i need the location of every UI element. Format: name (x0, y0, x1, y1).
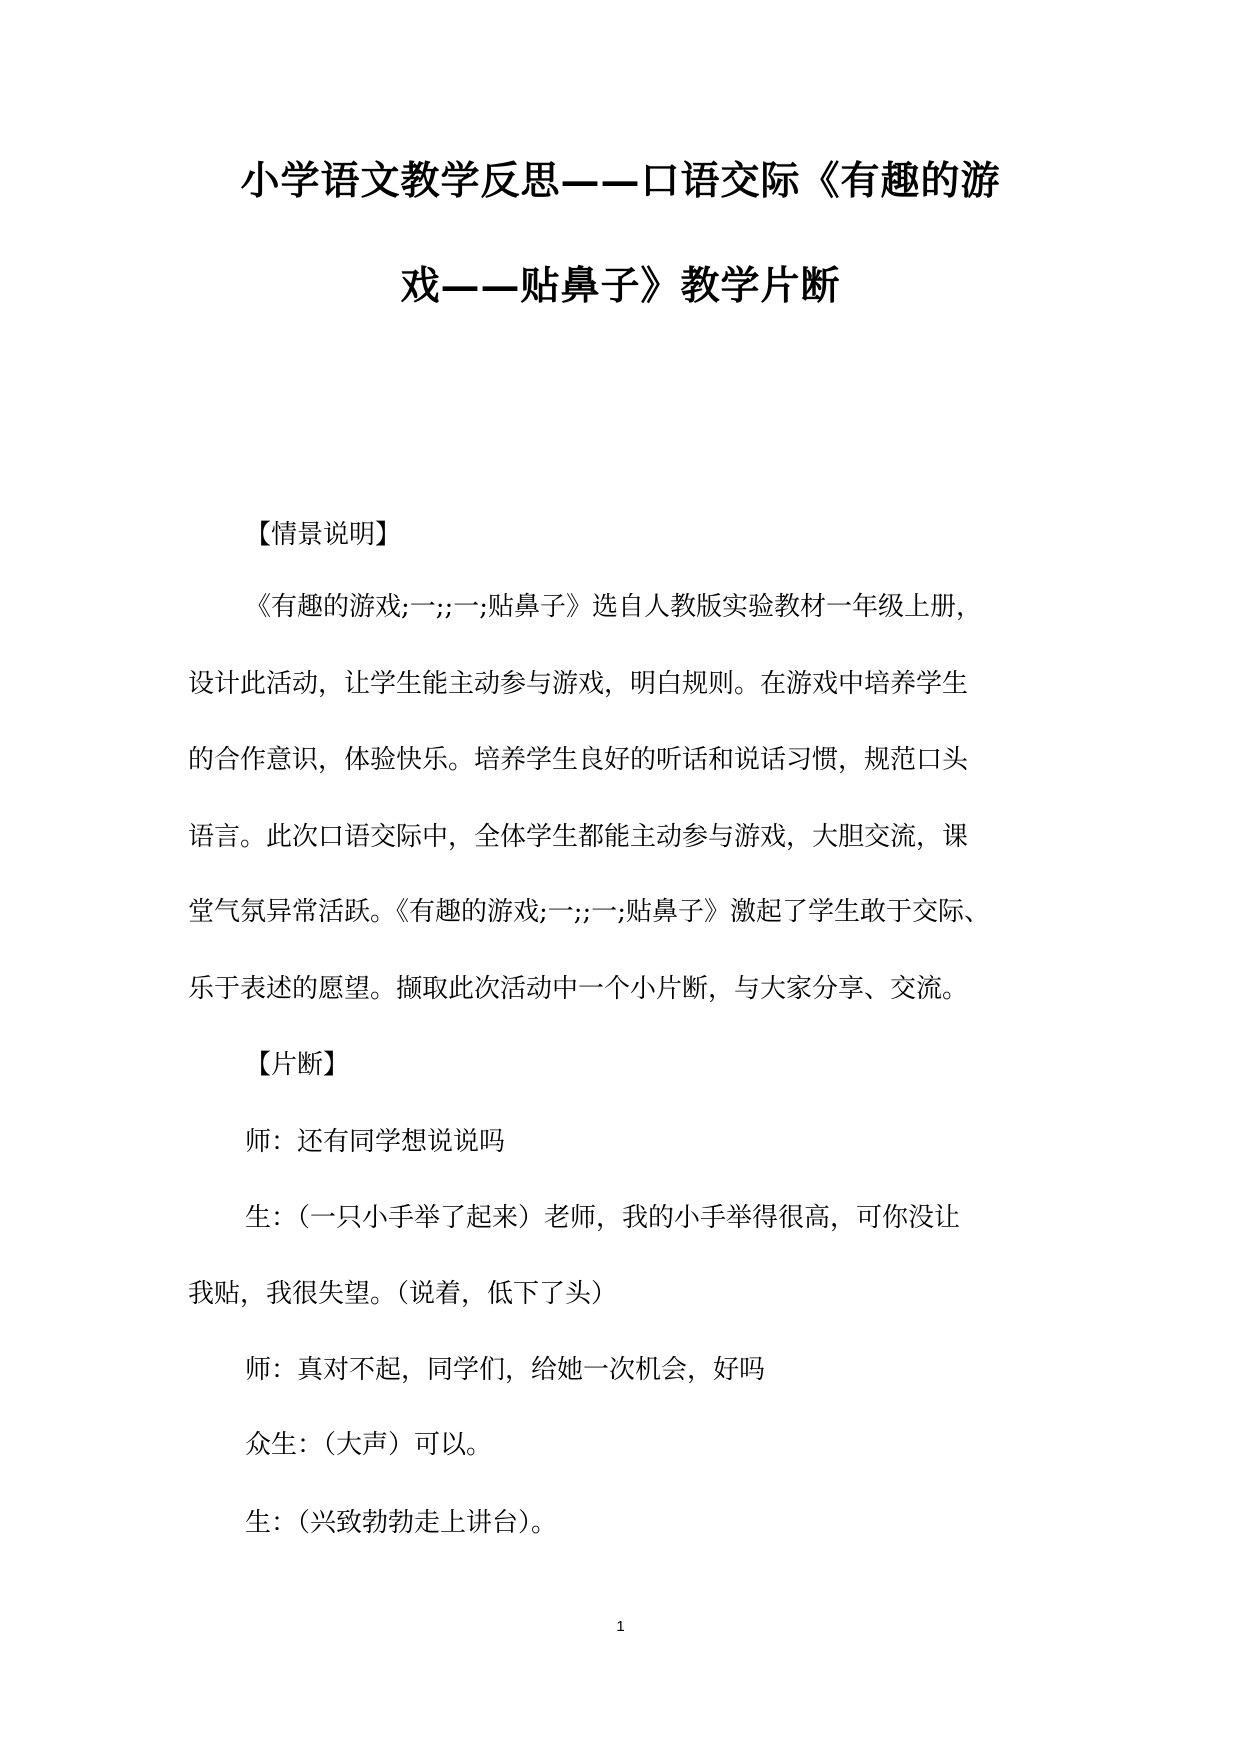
dialogue-line: 生：（兴致勃勃走上讲台）。 (245, 1508, 558, 1538)
dialogue-line: 师：还有同学想说说吗 (245, 1127, 506, 1157)
dialogue-line: 我贴，我很失望。（说着，低下了头） (188, 1279, 618, 1309)
dialogue-line: 众生：（大声）可以。 (245, 1430, 493, 1460)
dialogue-line: 师：真对不起，同学们，给她一次机会，好吗 (245, 1355, 766, 1385)
paragraph-line: 语言。此次口语交际中，全体学生都能主动参与游戏，大胆交流，课 (188, 822, 969, 852)
section-heading-fragment: 【片断】 (245, 1050, 350, 1080)
paragraph-line: 堂气氛异常活跃。《有趣的游戏;一;;一;贴鼻子》激起了学生敢于交际、 (188, 897, 991, 927)
document-title-line-1: 小学语文教学反思——口语交际《有趣的游 (240, 158, 1001, 204)
page-number: 1 (616, 1618, 625, 1635)
dialogue-line: 生：（一只小手举了起来）老师，我的小手举得很高，可你没让 (245, 1203, 961, 1233)
document-title-line-2: 戏——贴鼻子》教学片断 (400, 263, 841, 309)
paragraph-line: 设计此活动，让学生能主动参与游戏，明白规则。在游戏中培养学生 (188, 669, 969, 699)
paragraph-line: 乐于表述的愿望。撷取此次活动中一个小片断，与大家分享、交流。 (188, 974, 969, 1004)
paragraph-line: 《有趣的游戏;一;;一;贴鼻子》选自人教版实验教材一年级上册， (245, 592, 983, 622)
paragraph-line: 的合作意识，体验快乐。培养学生良好的听话和说话习惯，规范口头 (188, 745, 969, 775)
section-heading-situation: 【情景说明】 (245, 520, 402, 550)
